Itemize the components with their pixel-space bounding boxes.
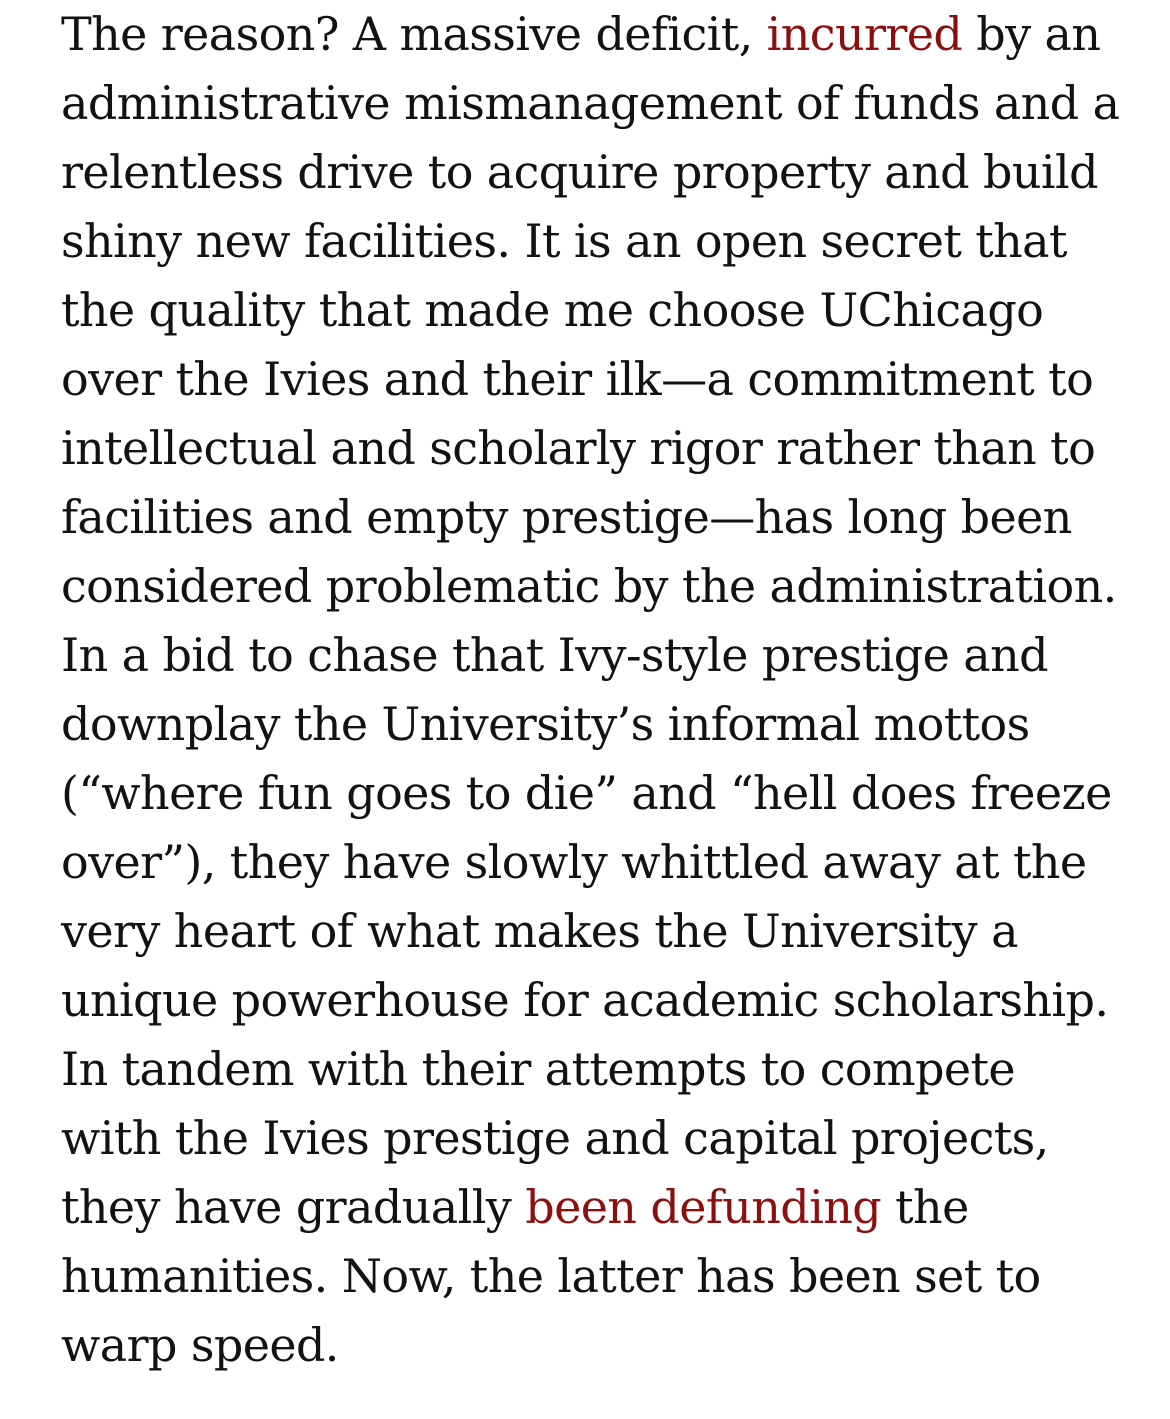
paragraph-line: humanities. Now, the latter has been set to [61, 1249, 1041, 1303]
paragraph-line [61, 0, 1131, 69]
paragraph-line: relentless drive to acquire property and build [61, 145, 1098, 199]
line-text: they have gradually [61, 1180, 526, 1234]
been-defunding-link[interactable]: been defunding [525, 1180, 882, 1234]
paragraph-line [61, 1173, 1131, 1242]
article-paragraph [61, 0, 1131, 1380]
paragraph-line: downplay the University’s informal mottos [61, 697, 1030, 751]
paragraph-line: facilities and empty prestige—has long been [61, 490, 1072, 544]
paragraph-line: considered problematic by the administration. [61, 559, 1117, 613]
paragraph-line: (“where fun goes to die” and “hell does freeze [61, 766, 1112, 820]
incurred-link[interactable]: incurred [766, 7, 963, 61]
paragraph-line: over the Ivies and their ilk—a commitment to [61, 352, 1094, 406]
paragraph-line: intellectual and scholarly rigor rather than to [61, 421, 1096, 475]
paragraph-line: shiny new facilities. It is an open secret that [61, 214, 1067, 268]
paragraph-line: with the Ivies prestige and capital projects, [61, 1111, 1049, 1165]
paragraph-line: unique powerhouse for academic scholarship. [61, 973, 1109, 1027]
paragraph-line: very heart of what makes the University a [61, 904, 1018, 958]
line-text: The reason? A massive deficit, [61, 7, 767, 61]
paragraph-line: administrative mismanagement of funds and a [61, 76, 1120, 130]
paragraph-line: over”), they have slowly whittled away at the [61, 835, 1087, 889]
paragraph-line: warp speed. [61, 1318, 339, 1372]
paragraph-line: In a bid to chase that Ivy-style prestige and [61, 628, 1048, 682]
line-text: the [881, 1180, 969, 1234]
paragraph-line: the quality that made me choose UChicago [61, 283, 1044, 337]
paragraph-line: In tandem with their attempts to compete [61, 1042, 1015, 1096]
line-text: by an [962, 7, 1101, 61]
